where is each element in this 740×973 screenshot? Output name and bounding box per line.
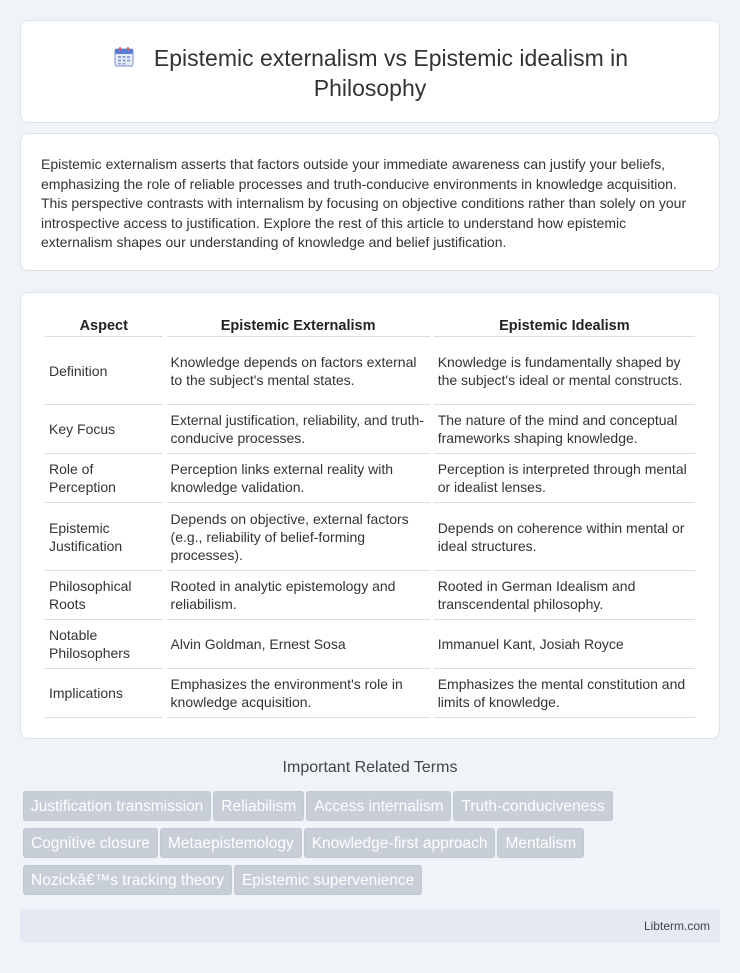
externalism-cell: Perception links external reality with knowledge validation. bbox=[167, 454, 430, 503]
related-term-tag[interactable]: Truth-conduciveness bbox=[453, 791, 612, 821]
aspect-cell: Role of Perception bbox=[45, 454, 163, 503]
related-term-tag[interactable]: Mentalism bbox=[497, 828, 584, 858]
idealism-cell: Rooted in German Idealism and transcendental philosophy. bbox=[434, 571, 695, 620]
aspect-cell: Philosophical Roots bbox=[45, 571, 163, 620]
externalism-cell: Emphasizes the environment's role in knowledge acquisition. bbox=[167, 669, 430, 718]
aspect-cell: Epistemic Justification bbox=[45, 503, 163, 571]
title-text: Epistemic externalism vs Epistemic idealism in Philosophy bbox=[153, 45, 629, 101]
related-term-tag[interactable]: Justification transmission bbox=[23, 791, 211, 821]
aspect-cell: Implications bbox=[45, 669, 163, 718]
related-term-tag[interactable]: Reliabilism bbox=[213, 791, 304, 821]
table-row bbox=[45, 669, 695, 718]
table-row bbox=[45, 405, 695, 454]
aspect-cell: Definition bbox=[45, 337, 163, 405]
related-terms-list bbox=[23, 791, 723, 902]
externalism-cell: Alvin Goldman, Ernest Sosa bbox=[167, 620, 430, 669]
footer bbox=[20, 909, 720, 943]
intro-paragraph: Epistemic externalism asserts that factors outside your immediate awareness can justify your beliefs, emphasizing the role of reliable processes and truth-conducive environments in knowledge acquisition. This perspective contrasts with internalism by focusing on objective conditions rather than solely on your introspective access to justification. Explore the rest of this article to understand how epistemic externalism shapes our understanding of knowledge and belief justification. bbox=[41, 156, 687, 251]
idealism-cell: Knowledge is fundamentally shaped by the subject's ideal or mental constructs. bbox=[434, 337, 695, 405]
page-title bbox=[61, 43, 679, 103]
related-term-tag[interactable]: Metaepistemology bbox=[160, 828, 302, 858]
table-row bbox=[45, 503, 695, 571]
related-term-tag[interactable]: Access internalism bbox=[306, 791, 451, 821]
table-row bbox=[45, 571, 695, 620]
related-term-tag[interactable]: Epistemic supervenience bbox=[234, 865, 422, 895]
idealism-cell: The nature of the mind and conceptual frameworks shaping knowledge. bbox=[434, 405, 695, 454]
externalism-cell: External justification, reliability, and truth-conducive processes. bbox=[167, 405, 430, 454]
table-row bbox=[45, 337, 695, 405]
aspect-cell: Notable Philosophers bbox=[45, 620, 163, 669]
idealism-cell: Depends on coherence within mental or ideal structures. bbox=[434, 503, 695, 571]
title-card bbox=[20, 20, 720, 123]
externalism-cell: Rooted in analytic epistemology and reliabilism. bbox=[167, 571, 430, 620]
externalism-cell: Depends on objective, external factors (e.g., reliability of belief-forming processes). bbox=[167, 503, 430, 571]
table-row bbox=[45, 620, 695, 669]
comparison-table bbox=[41, 315, 699, 718]
header-aspect: Aspect bbox=[45, 315, 163, 337]
table-header-row bbox=[45, 315, 695, 337]
related-term-tag[interactable]: Nozickâ€™s tracking theory bbox=[23, 865, 232, 895]
header-externalism: Epistemic Externalism bbox=[167, 315, 430, 337]
aspect-cell: Key Focus bbox=[45, 405, 163, 454]
externalism-cell: Knowledge depends on factors external to the subject's mental states. bbox=[167, 337, 430, 405]
related-terms-heading: Important Related Terms bbox=[282, 759, 458, 776]
idealism-cell: Perception is interpreted through mental or idealist lenses. bbox=[434, 454, 695, 503]
related-term-tag[interactable]: Cognitive closure bbox=[23, 828, 158, 858]
footer-link[interactable]: Libterm.com bbox=[643, 919, 710, 933]
idealism-cell: Immanuel Kant, Josiah Royce bbox=[434, 620, 695, 669]
intro-card bbox=[20, 133, 720, 271]
idealism-cell: Emphasizes the mental constitution and limits of knowledge. bbox=[434, 669, 695, 718]
header-idealism: Epistemic Idealism bbox=[434, 315, 695, 337]
calendar-icon bbox=[112, 45, 136, 69]
table-row bbox=[45, 454, 695, 503]
comparison-card bbox=[20, 292, 720, 739]
related-term-tag[interactable]: Knowledge-first approach bbox=[304, 828, 496, 858]
